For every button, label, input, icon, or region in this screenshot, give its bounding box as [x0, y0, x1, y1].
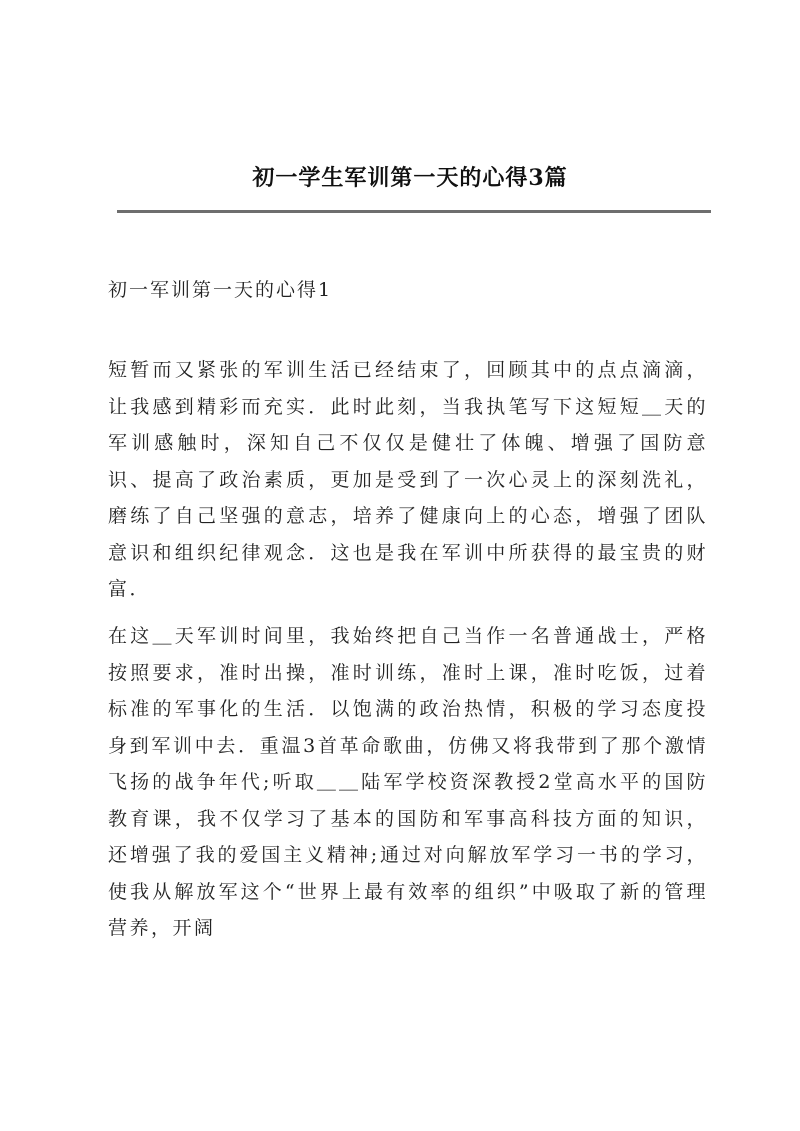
- title-divider: [117, 210, 711, 213]
- body-paragraph-2: 在这＿天军训时间里，我始终把自己当作一名普通战士，严格按照要求，准时出操，准时训练，准时上课，准时吃饭，过着标准的军事化的生活．以饱满的政治热情，积极的学习态度投身到军训中去．重温3首革命歌曲，仿佛又将我带到了那个激情飞扬的战争年代;听取＿＿陆军学校资深教授2堂高水平的国防教育课，我不仅学习了基本的国防和军事高科技方面的知识，还增强了我的爱国主义精神;通过对向解放军学习一书的学习，使我从解放军这个“世界上最有效率的组织”中吸取了新的管理营养，开阔: [108, 625, 708, 939]
- body-paragraph-1: 短暂而又紧张的军训生活已经结束了，回顾其中的点点滴滴，让我感到精彩而充实．此时此刻，当我执笔写下这短短＿天的军训感触时，深知自己不仅仅是健壮了体魄、增强了国防意识、提高了政治素质，更加是受到了一次心灵上的深刻洗礼，磨练了自己坚强的意志，培养了健康向上的心态，增强了团队意识和组织纪律观念．这也是我在军训中所获得的最宝贵的财富．: [108, 359, 708, 600]
- section-heading: 初一军训第一天的心得1: [108, 279, 333, 301]
- document-title: 初一学生军训第一天的心得3篇: [252, 165, 568, 191]
